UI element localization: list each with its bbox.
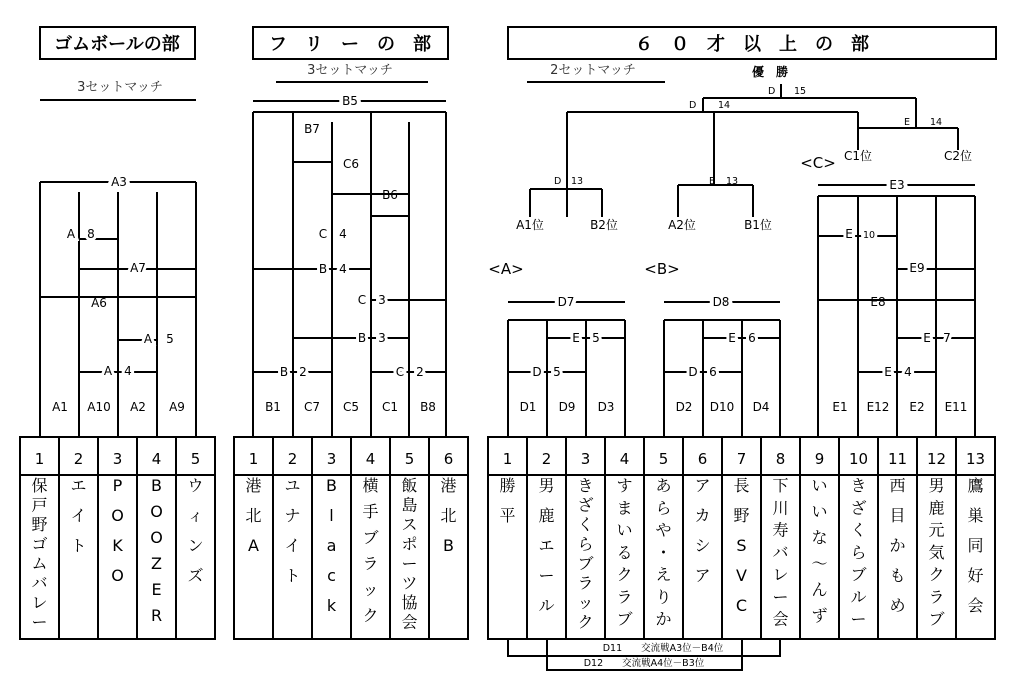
team-name: 西目かもめ: [889, 476, 906, 615]
team-name: エイト: [70, 476, 87, 555]
label: 14: [718, 100, 731, 111]
team-name: きざくらブルー: [850, 476, 867, 629]
label: E: [728, 331, 736, 345]
label: 6: [709, 365, 717, 379]
label: 4: [904, 365, 912, 379]
label: C6: [342, 157, 360, 171]
label: D7: [557, 295, 575, 309]
team-number: 11: [887, 450, 908, 468]
rubber-bracket: [40, 175, 196, 437]
label: E: [845, 227, 853, 241]
team-name: きざくらブラック: [577, 476, 594, 632]
team-number: 10: [848, 450, 869, 468]
label: 5: [553, 365, 561, 379]
label: D1: [519, 400, 537, 414]
free-title: フ リ ー の 部: [269, 34, 431, 55]
team-number: 2: [541, 450, 552, 468]
label: A6: [91, 296, 107, 310]
label: E3: [889, 178, 905, 192]
team-number: 8: [775, 450, 786, 468]
label: 5: [592, 331, 600, 345]
label: 3: [378, 293, 386, 307]
label: B1: [265, 400, 281, 414]
label: 4: [339, 262, 347, 276]
label: D4: [752, 400, 770, 414]
label: B8: [420, 400, 436, 414]
team-name: 港北 B: [440, 476, 457, 555]
title-boxes: [40, 27, 996, 59]
label: E12: [866, 400, 890, 414]
label: E9: [909, 261, 925, 275]
team-number: 3: [112, 450, 123, 468]
label: 7: [943, 331, 951, 345]
label: B: [279, 365, 289, 379]
free-team-table: [234, 437, 468, 639]
team-number: 3: [580, 450, 591, 468]
label: 4: [339, 227, 347, 241]
team-name: ウィンズ: [187, 476, 204, 585]
label: E2: [909, 400, 925, 414]
team-number: 5: [658, 450, 669, 468]
label: B: [318, 262, 328, 276]
senior-bracket: [488, 64, 975, 437]
label: D2: [675, 400, 693, 414]
free-bracket: [253, 94, 446, 437]
label: D: [554, 176, 562, 187]
label: A2: [130, 400, 146, 414]
team-number: 4: [151, 450, 162, 468]
label: C5: [342, 400, 360, 414]
rubber-team-table: [20, 437, 215, 639]
team-name: 勝平: [499, 476, 516, 525]
rubber-title: ゴムボールの部: [54, 34, 180, 55]
label: B7: [304, 122, 320, 136]
label: A1: [52, 400, 68, 414]
label: E: [572, 331, 580, 345]
team-number: 2: [73, 450, 84, 468]
label: 2: [299, 365, 307, 379]
label: B2位: [590, 218, 618, 232]
label: C: [395, 365, 405, 379]
team-number: 5: [404, 450, 415, 468]
team-name: 男鹿エール: [538, 476, 555, 615]
team-name: 下川寿バレー会: [772, 476, 789, 629]
label: 10: [862, 230, 876, 241]
label: D9: [558, 400, 576, 414]
team-number: 7: [736, 450, 747, 468]
team-name: あらや・えりか: [655, 476, 672, 629]
label: A: [103, 364, 113, 378]
label: C: [318, 227, 328, 241]
label: <A>: [488, 260, 524, 278]
label: 13: [726, 176, 739, 187]
label: D: [768, 86, 776, 97]
label: D: [688, 365, 698, 379]
label: <C>: [800, 154, 836, 172]
exchange-matches: [508, 639, 780, 670]
team-name: 保戸野ゴムバレー: [31, 476, 48, 632]
team-number: 4: [619, 450, 630, 468]
team-name: 港北 A: [245, 476, 262, 555]
label: E: [709, 176, 716, 187]
label: A7: [130, 261, 146, 275]
label: C7: [303, 400, 321, 414]
label: D: [689, 100, 697, 111]
label: C1: [381, 400, 399, 414]
label: <B>: [644, 260, 680, 278]
label: C1位: [843, 149, 873, 163]
label: B: [357, 331, 367, 345]
label: E: [904, 117, 911, 128]
label: 4: [124, 364, 132, 378]
label: E1: [832, 400, 848, 414]
team-number: 1: [248, 450, 259, 468]
label: B5: [342, 94, 358, 108]
team-name: B l a c k: [326, 476, 337, 615]
team-number: 1: [34, 450, 45, 468]
label: E: [884, 365, 892, 379]
exchange-match-d11: D11 交流戦A3位－B4位: [602, 643, 724, 654]
label: A3: [111, 175, 127, 189]
team-number: 5: [190, 450, 201, 468]
senior-title: ６ ０ 才 以 上 の 部: [635, 34, 869, 55]
label: D8: [712, 295, 730, 309]
team-number: 4: [365, 450, 376, 468]
team-number: 9: [814, 450, 825, 468]
free-subtitle: 3セットマッチ: [307, 63, 393, 78]
label: 14: [930, 117, 943, 128]
label: D3: [597, 400, 615, 414]
team-name: ユナイト: [284, 476, 301, 585]
team-number: 2: [287, 450, 298, 468]
team-number: 13: [965, 450, 986, 468]
team-name: 長野 S V C: [733, 476, 750, 615]
senior-team-table: [488, 437, 995, 639]
team-name: 飯島スポーツ協会: [401, 476, 418, 632]
label: A1位: [516, 218, 544, 232]
label: E: [923, 331, 931, 345]
exchange-match-d12: D12 交流戦A4位－B3位: [583, 658, 705, 669]
label: 15: [794, 86, 807, 97]
team-name: 鷹巣同好会: [967, 476, 984, 615]
label: D: [532, 365, 542, 379]
label: A9: [169, 400, 185, 414]
label: 3: [378, 331, 386, 345]
team-number: 1: [502, 450, 513, 468]
team-name: アカシア: [694, 476, 711, 585]
team-name: いいな～んず: [811, 476, 828, 625]
label: A2位: [668, 218, 696, 232]
label: 13: [571, 176, 584, 187]
senior-subtitle: 2セットマッチ: [550, 63, 636, 78]
label: 6: [748, 331, 756, 345]
label: C2位: [943, 149, 973, 163]
champion-label: 優 勝: [751, 65, 789, 79]
label: 2: [416, 365, 424, 379]
team-number: 12: [926, 450, 947, 468]
label: C: [357, 293, 367, 307]
rubber-subtitle: 3セットマッチ: [77, 80, 163, 95]
label: E11: [944, 400, 968, 414]
label: 8: [87, 227, 95, 241]
label: E8: [870, 295, 886, 309]
label: 5: [166, 332, 174, 346]
team-number: 3: [326, 450, 337, 468]
team-name: 横手ブラック: [362, 476, 379, 625]
team-name: P O K O: [111, 476, 124, 585]
label: B6: [382, 188, 398, 202]
label: A10: [87, 400, 111, 414]
team-number: 6: [443, 450, 454, 468]
label: A: [66, 227, 76, 241]
team-name: すまいるクラブ: [616, 476, 633, 629]
team-number: 6: [697, 450, 708, 468]
team-name: B O O Z E R: [150, 476, 163, 625]
team-name: 男鹿元気クラブ: [928, 476, 945, 629]
label: D10: [709, 400, 735, 414]
label: A: [143, 332, 153, 346]
label: B1位: [744, 218, 772, 232]
